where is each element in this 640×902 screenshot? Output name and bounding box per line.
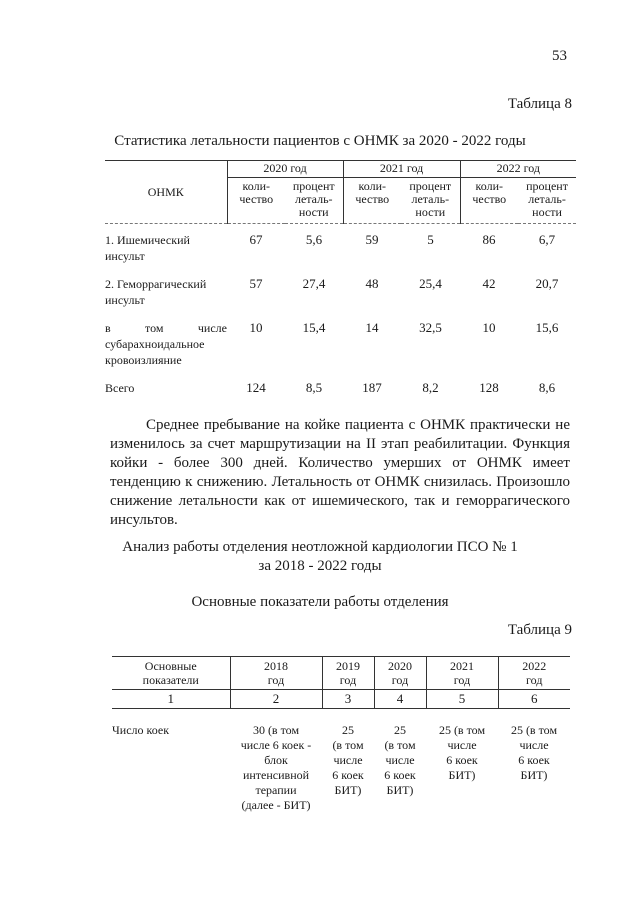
column-number: 5 <box>426 690 498 709</box>
row-label: 1. Ишемический инсульт <box>105 233 190 263</box>
cell: 8,6 <box>538 380 556 395</box>
sub-header-count: коли- чество <box>227 178 285 224</box>
cell: 6,7 <box>538 232 556 247</box>
cell: 5,6 <box>305 232 323 247</box>
cell: 48 <box>365 276 379 291</box>
year-header: 2021 год <box>343 161 460 178</box>
cell: 86 <box>482 232 496 247</box>
column-header-onmk: ОНМК <box>105 161 227 224</box>
cell: 187 <box>362 380 382 395</box>
cell: 30 (в том числе 6 коек - блок интенсивной терапии (далее - БИТ) <box>240 723 312 812</box>
cell: 8,2 <box>422 380 439 395</box>
body-paragraph: Среднее пребывание на койке пациента с ОНМК практически не изменилось за счет маршрутизации на II этап реабилитации. Функция койки - более 300 дней. Количество умерших от ОНМК имеет тенденцию к снижению. Летальность от ОНМК снизилась. Произошло снижение летальности как от ишемического, так и геморрагического инсультов. <box>110 417 570 528</box>
column-header: 2021 год <box>426 657 498 690</box>
cell: 8,5 <box>305 380 323 395</box>
cell: 15,4 <box>302 320 326 335</box>
table-9-title: Основные показатели работы отделения <box>191 594 449 610</box>
cell: 27,4 <box>302 276 326 291</box>
year-header: 2022 год <box>460 161 576 178</box>
row-label: Всего <box>105 381 135 395</box>
row-label <box>105 312 227 372</box>
cell: 5 <box>427 232 434 247</box>
year-header: 2020 год <box>227 161 343 178</box>
column-header: 2022 год <box>498 657 570 690</box>
cell: 42 <box>482 276 496 291</box>
table-8-label: Таблица 8 <box>507 96 572 112</box>
sub-header-count: коли- чество <box>460 178 518 224</box>
mortality-table <box>105 160 576 402</box>
cell: 25,4 <box>419 276 442 291</box>
table-8-title: Статистика летальности пациентов с ОНМК за 2020 - 2022 годы <box>114 133 526 149</box>
cell: 25 (в том числе 6 коек БИТ) <box>438 723 486 782</box>
cell: 25 (в том числе 6 коек БИТ) <box>510 723 558 782</box>
column-header: 2020 год <box>374 657 426 690</box>
column-number: 6 <box>498 690 570 709</box>
cell: 25 (в том числе 6 коек БИТ) <box>384 723 416 797</box>
sub-header-percent: процент леталь- ности <box>401 178 460 224</box>
column-header: 2018 год <box>230 657 322 690</box>
sub-header-count: коли- чество <box>343 178 401 224</box>
section-title: Анализ работы отделения неотложной кардиологии ПСО № 1 <box>122 539 518 555</box>
cell: 14 <box>365 320 379 335</box>
column-header: 2019 год <box>322 657 374 690</box>
cell: 124 <box>246 380 266 395</box>
row-label-line: в том числе <box>105 321 227 335</box>
sub-header-percent: процент леталь- ности <box>285 178 343 224</box>
table-row <box>105 224 576 269</box>
cell: 15,6 <box>535 320 559 335</box>
column-number: 4 <box>374 690 426 709</box>
cell: 67 <box>249 232 263 247</box>
column-number: 1 <box>112 690 230 709</box>
cell: 32,5 <box>419 320 442 335</box>
column-header: Основные показатели <box>112 657 230 690</box>
table-row <box>112 709 570 814</box>
column-number: 2 <box>230 690 322 709</box>
cell: 59 <box>365 232 379 247</box>
row-label: 2. Геморрагический инсульт <box>105 277 207 307</box>
row-label: Число коек <box>112 723 170 737</box>
cell: 57 <box>249 276 263 291</box>
cell: 20,7 <box>535 276 559 291</box>
table-9-label: Таблица 9 <box>507 622 572 638</box>
cell: 25 (в том числе 6 коек БИТ) <box>332 723 364 797</box>
sub-header-percent: процент леталь- ности <box>518 178 576 224</box>
table-row <box>105 312 576 372</box>
row-label-line: субарахноидальное кровоизлияние <box>105 337 205 367</box>
table-row <box>105 268 576 312</box>
table-row-total <box>105 372 576 402</box>
cell: 10 <box>482 320 496 335</box>
cell: 128 <box>479 380 499 395</box>
section-subtitle: за 2018 - 2022 годы <box>258 558 382 574</box>
department-indicators-table <box>112 656 570 813</box>
page-number: 53 <box>552 48 567 64</box>
column-number: 3 <box>322 690 374 709</box>
cell: 10 <box>249 320 263 335</box>
